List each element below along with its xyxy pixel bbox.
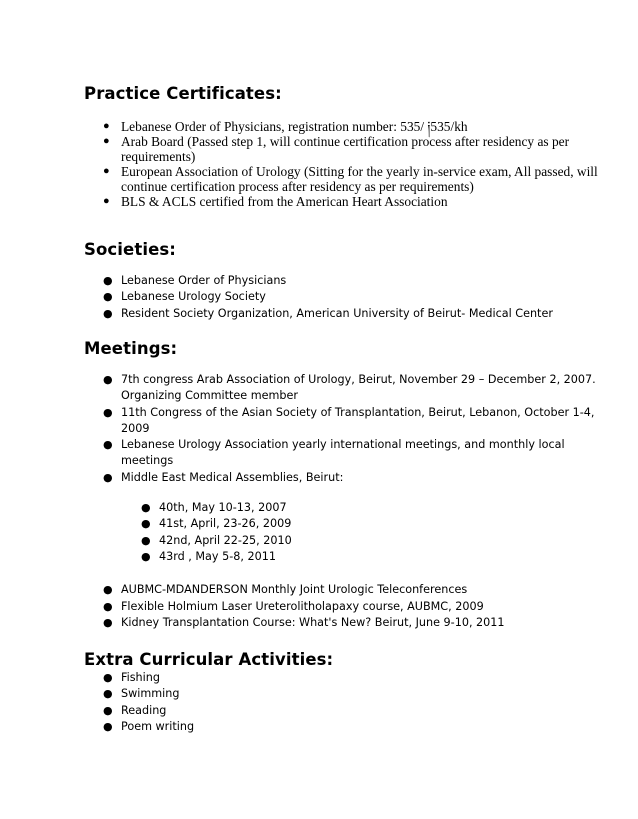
- meetings-more-list: [84, 582, 598, 631]
- extra-curricular-section: [84, 650, 598, 735]
- list-item-text: Lebanese Order of Physicians, registration number: 535/ ༏535/kh: [121, 119, 468, 134]
- bullet-icon: ●: [103, 703, 113, 717]
- list-item: [84, 470, 598, 486]
- bullet-icon: ●: [103, 373, 113, 386]
- sub-list-item: [84, 533, 598, 549]
- bullet-icon: ●: [103, 438, 113, 452]
- list-item-text: Flexible Holmium Laser Ureterolitholapaxy course, AUBMC, 2009: [121, 599, 484, 613]
- bullet-icon: ●: [103, 290, 113, 304]
- list-item: [84, 703, 598, 719]
- list-item: [84, 437, 598, 470]
- list-item-text: AUBMC-MDANDERSON Monthly Joint Urologic Teleconferences: [121, 583, 468, 597]
- bullet-icon: ●: [103, 470, 113, 484]
- list-item: [84, 289, 598, 305]
- list-item-text: Lebanese Urology Association yearly international meetings, and monthly local meetings: [121, 438, 565, 468]
- bullet-icon: ●: [103, 687, 113, 701]
- extra-curricular-list: [84, 670, 598, 735]
- bullet-icon: ●: [103, 583, 113, 597]
- list-item: [84, 599, 598, 615]
- list-item-text: Kidney Transplantation Course: What's New? Beirut, June 9-10, 2011: [121, 615, 505, 629]
- sub-list-item: [84, 516, 598, 532]
- societies-heading: Societies:: [84, 240, 176, 259]
- bullet-icon: ●: [141, 549, 151, 563]
- bullet-icon: ●: [103, 599, 113, 613]
- extra-curricular-heading: Extra Curricular Activities:: [84, 650, 334, 669]
- list-item: [84, 119, 598, 134]
- list-item-text: Lebanese Urology Society: [121, 290, 266, 304]
- list-item: [84, 372, 598, 405]
- sub-list-item-text: 41st, April, 23-26, 2009: [159, 517, 292, 531]
- meetings-list: [84, 372, 598, 486]
- list-item: [84, 194, 598, 209]
- list-item: [84, 719, 598, 735]
- list-item-text: 7th congress Arab Association of Urology, Beirut, November 29 – December 2, 2007. Organizing Committee member: [121, 373, 596, 403]
- practice-certificates-heading: Practice Certificates:: [84, 84, 282, 103]
- list-item: [84, 134, 598, 164]
- meetings-heading: Meetings:: [84, 339, 178, 358]
- sub-list-item: [84, 549, 598, 565]
- list-item: [84, 306, 598, 322]
- list-item-text: Swimming: [121, 687, 180, 701]
- list-item-text: Reading: [121, 703, 167, 717]
- sub-list-item-text: 40th, May 10-13, 2007: [159, 501, 287, 515]
- bullet-icon: ●: [103, 120, 110, 132]
- list-item: [84, 686, 598, 702]
- bullet-icon: ●: [103, 405, 113, 419]
- list-item: [84, 670, 598, 686]
- bullet-icon: ●: [141, 533, 151, 547]
- bullet-icon: ●: [141, 501, 151, 515]
- list-item: [84, 164, 598, 194]
- list-item-text: Lebanese Order of Physicians: [121, 274, 287, 287]
- list-item-text: Middle East Medical Assemblies, Beirut:: [121, 470, 344, 484]
- bullet-icon: ●: [103, 195, 110, 207]
- bullet-icon: ●: [103, 719, 113, 733]
- list-item-text: European Association of Urology (Sitting for the yearly in-service exam, All passed, will continue certification process after residency as per requirements): [121, 164, 598, 194]
- list-item: [84, 582, 598, 598]
- bullet-icon: ●: [103, 615, 113, 629]
- list-item-text: BLS & ACLS certified from the American Heart Association: [121, 194, 448, 209]
- list-item-text: Poem writing: [121, 719, 195, 733]
- sub-list-item: [84, 500, 598, 516]
- meetings-section: [84, 339, 598, 631]
- sub-list-item-text: 43rd , May 5-8, 2011: [159, 549, 276, 563]
- practice-certificates-list: [84, 119, 598, 209]
- sub-list-item-text: 42nd, April 22-25, 2010: [159, 533, 292, 547]
- bullet-icon: ●: [103, 671, 113, 684]
- list-item-text: Fishing: [121, 671, 160, 684]
- societies-section: [84, 240, 598, 322]
- list-item-text: 11th Congress of the Asian Society of Transplantation, Beirut, Lebanon, October 1-4, 2009: [121, 405, 595, 435]
- list-item: [84, 615, 598, 631]
- list-item-text: Resident Society Organization, American University of Beirut- Medical Center: [121, 306, 553, 320]
- societies-list: [84, 273, 598, 322]
- list-item: [84, 273, 598, 289]
- assemblies-sublist: [84, 500, 598, 565]
- bullet-icon: ●: [103, 274, 113, 287]
- practice-certificates-section: [84, 84, 598, 209]
- bullet-icon: ●: [103, 165, 110, 177]
- bullet-icon: ●: [103, 306, 113, 320]
- bullet-icon: ●: [103, 135, 110, 147]
- list-item: [84, 405, 598, 438]
- bullet-icon: ●: [141, 517, 151, 531]
- list-item-text: Arab Board (Passed step 1, will continue certification process after residency as per requirements): [121, 134, 570, 164]
